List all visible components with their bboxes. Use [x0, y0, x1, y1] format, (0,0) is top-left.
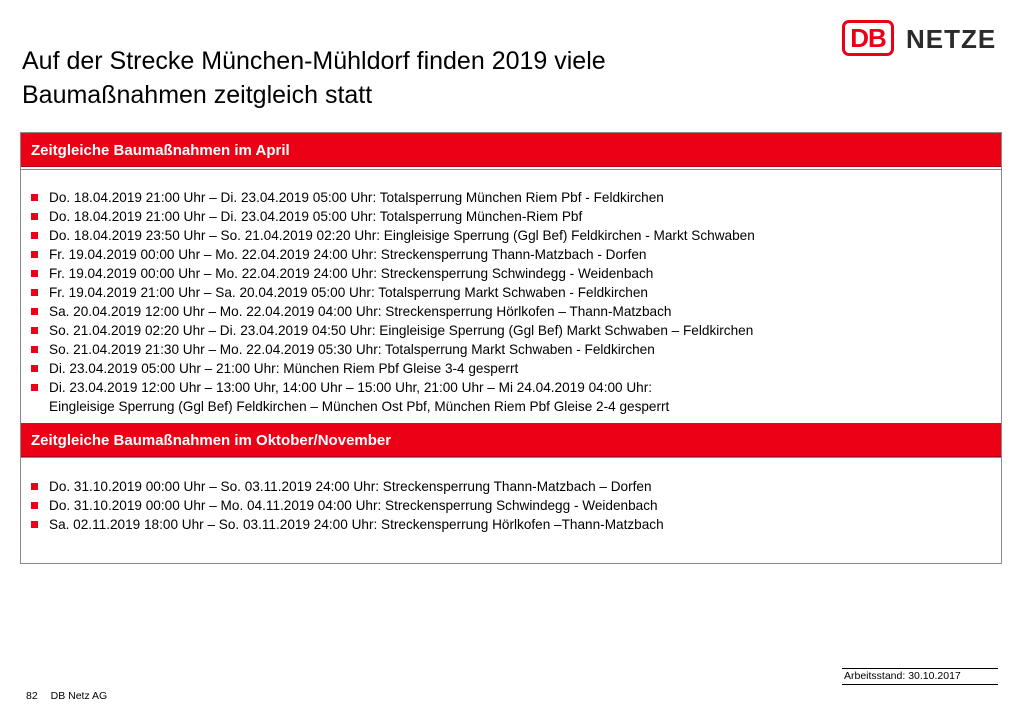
list-item-text: Fr. 19.04.2019 00:00 Uhr – Mo. 22.04.2019 24:00 Uhr: Streckensperrung Thann-Matzbach - Dorfen: [49, 247, 647, 262]
list-item-text: Sa. 02.11.2019 18:00 Uhr – So. 03.11.2019 24:00 Uhr: Streckensperrung Hörlkofen –Thann-Matzbach: [49, 517, 664, 532]
list-item: [31, 515, 991, 534]
list-item: [31, 283, 991, 302]
bullet-icon: [31, 270, 38, 277]
list-item-text: Do. 31.10.2019 00:00 Uhr – So. 03.11.2019 24:00 Uhr: Streckensperrung Thann-Matzbach – Dorfen: [49, 479, 652, 494]
list-item: [31, 188, 991, 207]
divider: [21, 169, 1001, 170]
bullet-icon: [31, 194, 38, 201]
bullet-icon: [31, 521, 38, 528]
list-item: [31, 226, 991, 245]
page-number: 82: [26, 690, 38, 702]
list-item: [31, 207, 991, 226]
arbeitsstand-label: Arbeitsstand: 30.10.2017: [842, 668, 998, 685]
list-item-text: Di. 23.04.2019 12:00 Uhr – 13:00 Uhr, 14:00 Uhr – 15:00 Uhr, 21:00 Uhr – Mi 24.04.2019 04:00 Uhr:: [49, 380, 653, 395]
list-item-text: So. 21.04.2019 21:30 Uhr – Mo. 22.04.2019 05:30 Uhr: Totalsperrung Markt Schwaben - Feldkirchen: [49, 342, 655, 357]
db-logo-text: DB: [850, 23, 886, 53]
list-item: [31, 496, 991, 515]
list-item-text: Sa. 20.04.2019 12:00 Uhr – Mo. 22.04.2019 04:00 Uhr: Streckensperrung Hörlkofen – Thann-Matzbach: [49, 304, 672, 319]
list-item-text: Do. 18.04.2019 21:00 Uhr – Di. 23.04.2019 05:00 Uhr: Totalsperrung München Riem Pbf - Feldkirchen: [49, 190, 664, 205]
footer: [26, 690, 107, 702]
list-item-text: Fr. 19.04.2019 21:00 Uhr – Sa. 20.04.2019 05:00 Uhr: Totalsperrung Markt Schwaben - Feldkirchen: [49, 285, 648, 300]
netze-logo-text: NETZE: [906, 24, 997, 54]
company-name: DB Netz AG: [50, 690, 108, 702]
bullet-icon: [31, 365, 38, 372]
section-heading-april: Zeitgleiche Baumaßnahmen im April: [21, 133, 1001, 167]
april-list: [31, 188, 991, 416]
content-panel: [20, 132, 1002, 564]
bullet-icon: [31, 289, 38, 296]
list-item: [31, 477, 991, 496]
title-line-1: Auf der Strecke München-Mühldorf finden 2019 viele: [22, 47, 606, 75]
list-item: [31, 302, 991, 321]
list-item-text: Do. 18.04.2019 21:00 Uhr – Di. 23.04.2019 05:00 Uhr: Totalsperrung München-Riem Pbf: [49, 209, 583, 224]
bullet-icon: [31, 384, 38, 391]
list-item-text: Fr. 19.04.2019 00:00 Uhr – Mo. 22.04.2019 24:00 Uhr: Streckensperrung Schwindegg - Weidenbach: [49, 266, 654, 281]
list-item: [31, 245, 991, 264]
bullet-icon: [31, 213, 38, 220]
list-item: [31, 378, 991, 397]
list-item: [31, 321, 991, 340]
divider: [21, 457, 1001, 458]
list-item-text: So. 21.04.2019 02:20 Uhr – Di. 23.04.2019 04:50 Uhr: Eingleisige Sperrung (Ggl Bef) Markt Schwaben – Feldkirchen: [49, 323, 754, 338]
list-item: [31, 264, 991, 283]
bullet-icon: [31, 251, 38, 258]
title-line-2: Baumaßnahmen zeitgleich statt: [22, 81, 373, 109]
db-netze-logo: [842, 20, 1007, 58]
bullet-icon: [31, 502, 38, 509]
list-item-text: Do. 31.10.2019 00:00 Uhr – Mo. 04.11.2019 04:00 Uhr: Streckensperrung Schwindegg - Weidenbach: [49, 498, 658, 513]
list-item: [31, 340, 991, 359]
bullet-icon: [31, 232, 38, 239]
bullet-icon: [31, 308, 38, 315]
bullet-icon: [31, 327, 38, 334]
bullet-icon: [31, 483, 38, 490]
page-title: [22, 44, 812, 112]
bullet-icon: [31, 346, 38, 353]
list-item-text: Di. 23.04.2019 05:00 Uhr – 21:00 Uhr: München Riem Pbf Gleise 3-4 gesperrt: [49, 361, 519, 376]
list-item-text: Do. 18.04.2019 23:50 Uhr – So. 21.04.2019 02:20 Uhr: Eingleisige Sperrung (Ggl Bef) Feldkirchen - Markt Schwaben: [49, 228, 755, 243]
list-item: [31, 359, 991, 378]
oktober-november-list: [31, 477, 991, 534]
section-heading-oktober-november: Zeitgleiche Baumaßnahmen im Oktober/November: [21, 423, 1001, 457]
list-item-continuation: Eingleisige Sperrung (Ggl Bef) Feldkirchen – München Ost Pbf, München Riem Pbf Gleise 2-4 gesperrt: [49, 399, 670, 414]
